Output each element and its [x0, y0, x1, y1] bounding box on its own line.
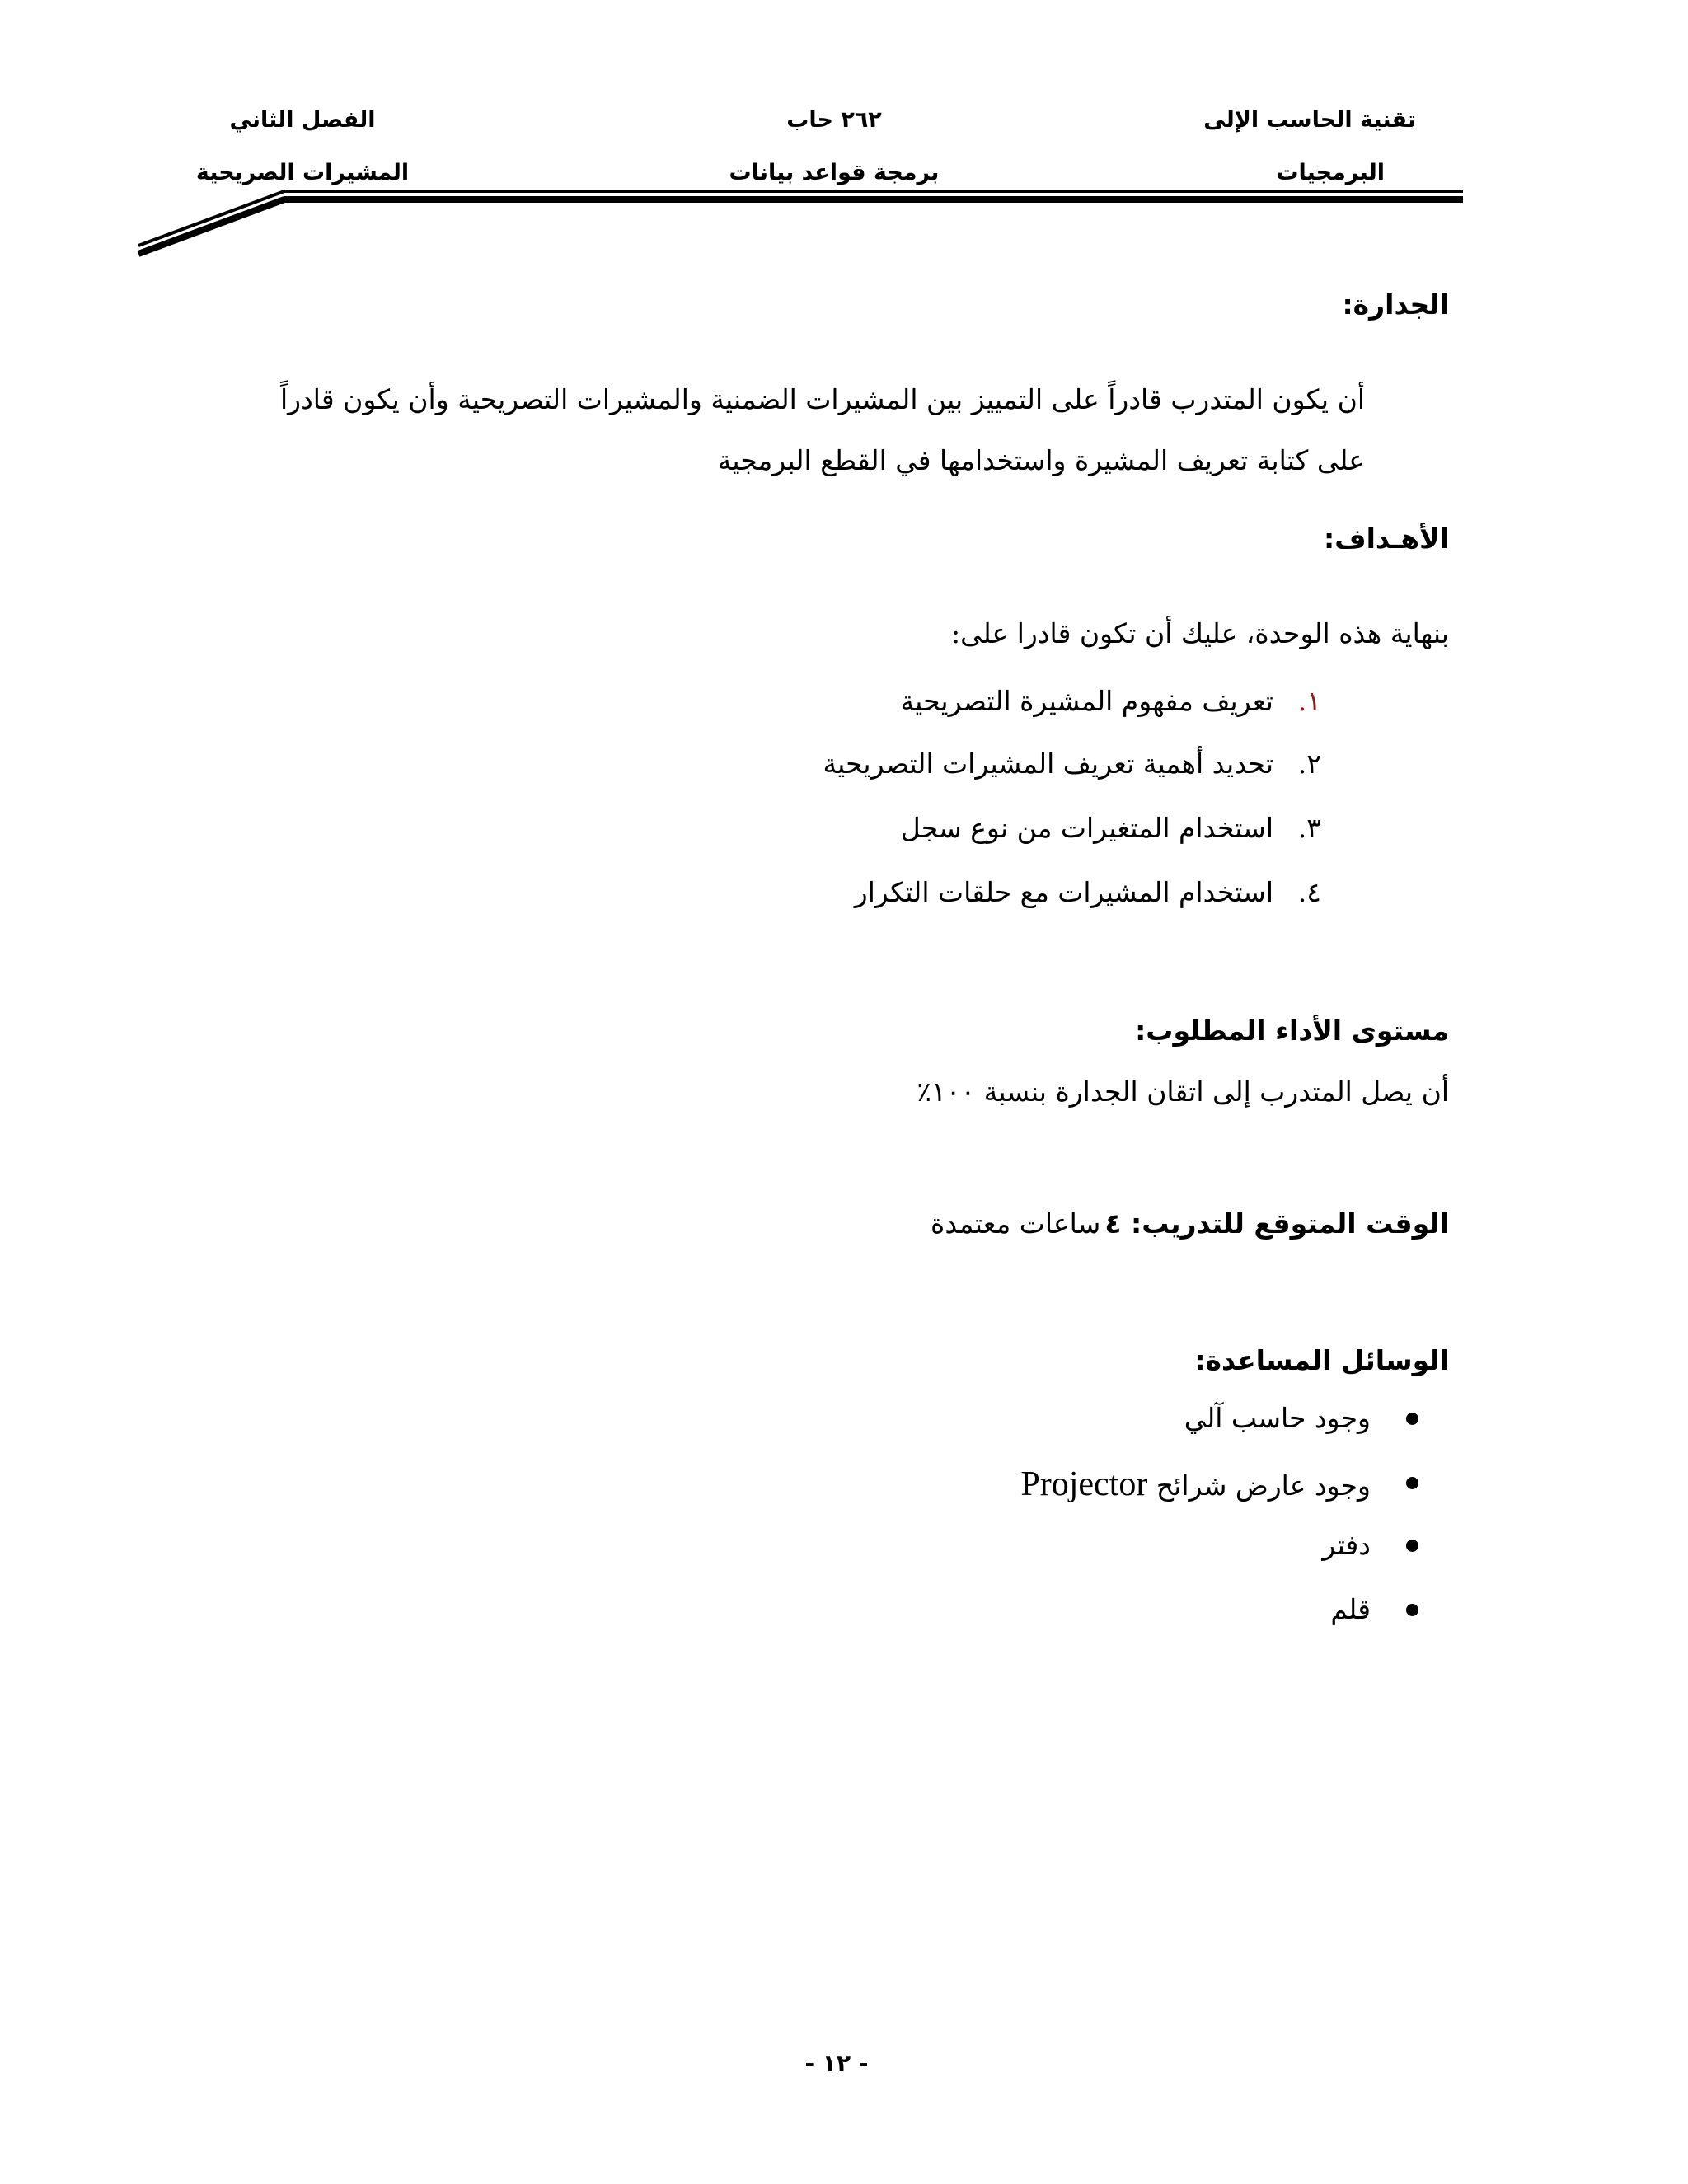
- header-course-name: تقنية الحاسب الإلى: [1203, 107, 1416, 133]
- aid-item: قلم: [1330, 1593, 1371, 1625]
- bullet-icon: [1406, 1413, 1418, 1425]
- objective-number: ٣.: [1297, 812, 1321, 844]
- bullet-icon: [1406, 1477, 1418, 1489]
- objective-text: استخدام المتغيرات من نوع سجل: [900, 812, 1273, 844]
- objective-text: تعريف مفهوم المشيرة التصريحية: [900, 685, 1273, 717]
- competence-line-2: على كتابة تعريف المشيرة واستخدامها في القطع البرمجية: [717, 444, 1365, 476]
- performance-text: أن يصل المتدرب إلى اتقان الجدارة بنسبة ١٠٠٪: [917, 1076, 1449, 1108]
- competence-heading: الجدارة:: [1342, 288, 1449, 321]
- objective-number: ١.: [1297, 685, 1321, 717]
- header-course-title: برمجة قواعد بيانات: [729, 160, 940, 185]
- aid-item: وجود حاسب آلي: [1184, 1402, 1371, 1434]
- objectives-intro: بنهاية هذه الوحدة، عليك أن تكون قادرا على:: [950, 617, 1449, 649]
- performance-heading: مستوى الأداء المطلوب:: [1135, 1015, 1449, 1047]
- training-time-label: الوقت المتوقع للتدريب: ٤: [1104, 1207, 1449, 1240]
- page-number: - ١٢ -: [804, 2050, 869, 2077]
- objective-number: ٢.: [1297, 748, 1321, 780]
- competence-line-1: أن يكون المتدرب قادراً على التمييز بين المشيرات الضمنية والمشيرات التصريحية وأن يكون قادراً: [280, 383, 1365, 415]
- objective-text: استخدام المشيرات مع حلقات التكرار: [854, 876, 1273, 908]
- training-time: [931, 1207, 1449, 1240]
- header-chapter-title: المشيرات الصريحية: [195, 160, 410, 185]
- aid-item-latin: Projector: [1020, 1465, 1148, 1503]
- objective-number: ٤.: [1297, 876, 1321, 908]
- aid-item: [1020, 1467, 1371, 1502]
- header-department: البرمجيات: [1276, 160, 1385, 185]
- objective-text: تحديد أهمية تعريف المشيرات التصريحية: [823, 748, 1273, 780]
- aid-item: دفتر: [1322, 1529, 1371, 1561]
- bullet-icon: [1406, 1540, 1418, 1552]
- objectives-heading: الأهـداف:: [1324, 523, 1449, 555]
- bullet-icon: [1406, 1604, 1418, 1616]
- training-time-value: ساعات معتمدة: [931, 1207, 1101, 1240]
- header-chapter: الفصل الثاني: [229, 107, 376, 133]
- header-rule: [0, 0, 1688, 272]
- header-course-code: ٢٦٢ حاب: [786, 107, 882, 133]
- aids-heading: الوسائل المساعدة:: [1194, 1344, 1449, 1376]
- aid-item-text: وجود عارض شرائح: [1156, 1469, 1371, 1502]
